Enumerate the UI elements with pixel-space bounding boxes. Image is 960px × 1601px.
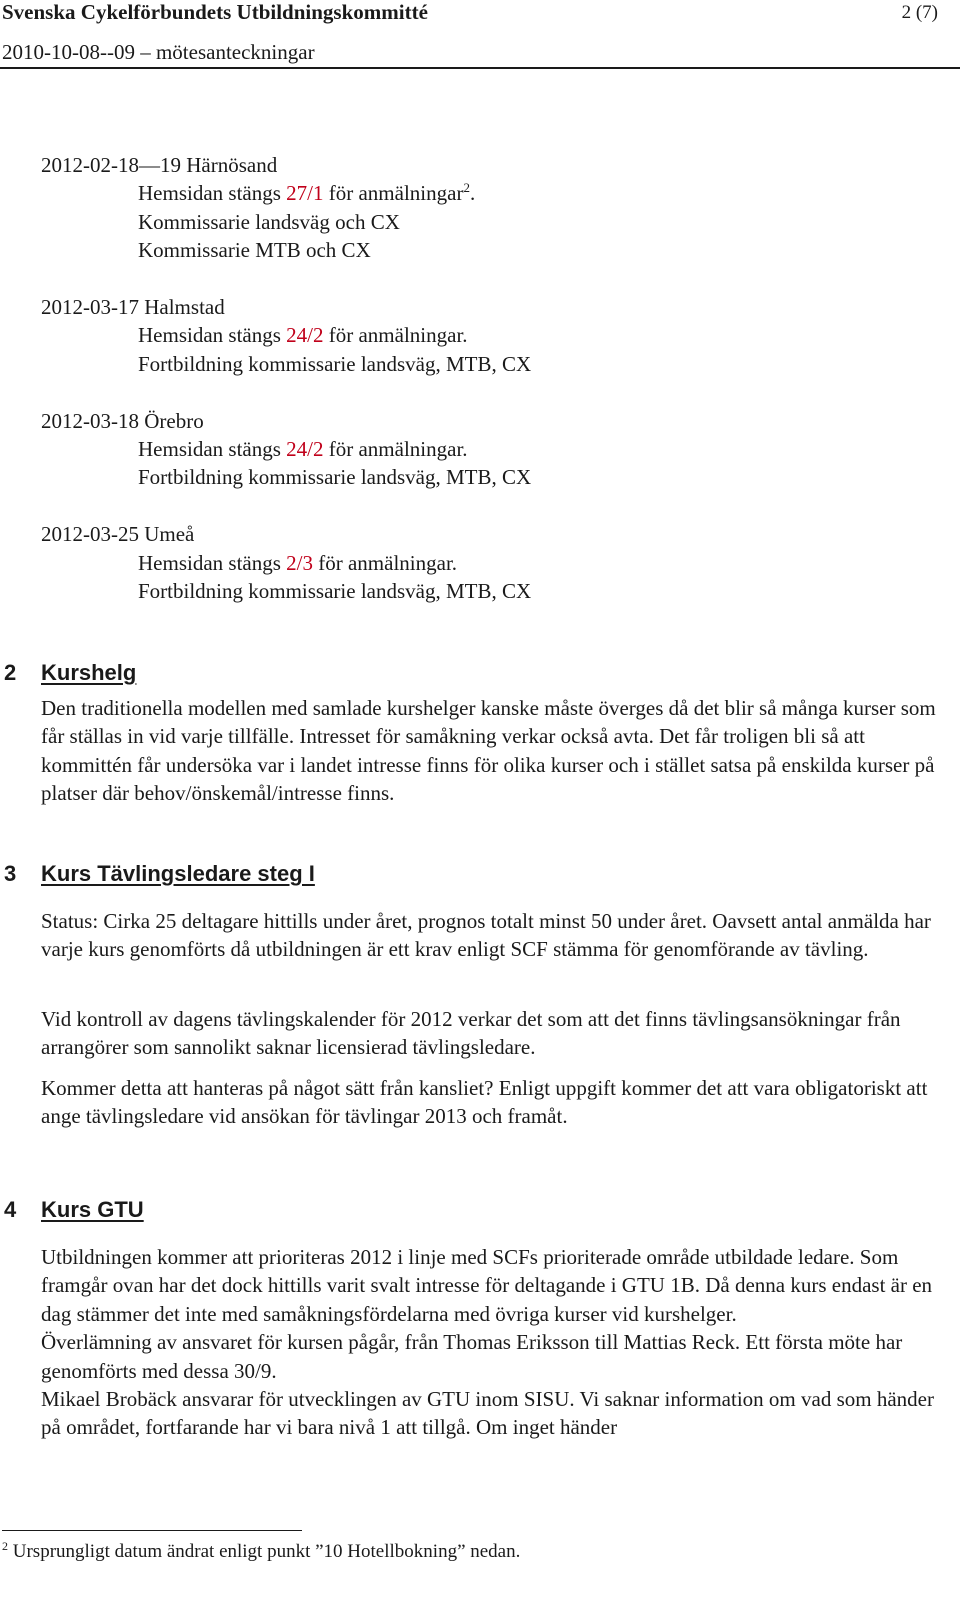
- event-registration-close: Hemsidan stängs 27/1 för anmälningar$^2$.: [138, 180, 476, 206]
- document-subtitle: 2010-10-08--09 – mötesanteckningar: [2, 40, 315, 64]
- event-item: [41, 407, 941, 492]
- footnote-number: 2: [2, 1539, 8, 1553]
- event-date-place: 2012-03-18 Örebro: [41, 408, 204, 433]
- event-course: Fortbildning kommissarie landsväg, MTB, CX: [138, 579, 532, 604]
- section-number: 3: [4, 861, 17, 886]
- section-heading-kurshelg: [4, 660, 136, 686]
- event-course: Fortbildning kommissarie landsväg, MTB, CX: [138, 465, 532, 490]
- footnote-divider: [2, 1530, 302, 1531]
- close-date: 27/1: [286, 181, 324, 206]
- paragraph: Status: Cirka 25 deltagare hittills under året, prognos totalt minst 50 under året. Oavsett antal anmälda har varje kurs genomförts då utbildningen är ett krav enligt SCF stämma för genomförande av tävling.: [41, 909, 931, 962]
- event-course: Kommissarie MTB och CX: [138, 238, 371, 263]
- close-date: 24/2: [286, 437, 324, 462]
- event-course: Kommissarie landsväg och CX: [138, 209, 400, 234]
- event-list: [41, 151, 941, 605]
- section-number: 4: [4, 1197, 17, 1222]
- section-title: Kurs GTU: [41, 1197, 144, 1222]
- section-title: Kurs Tävlingsledare steg I: [41, 861, 315, 886]
- document-title: Svenska Cykelförbundets Utbildningskommitté: [2, 0, 428, 24]
- event-date-place: 2012-02-18—19 Härnösand: [41, 153, 278, 177]
- event-registration-close: Hemsidan stängs 2/3 för anmälningar.: [138, 550, 458, 575]
- paragraph: Vid kontroll av dagens tävlingskalender för 2012 verkar det som att det finns tävlingsansökningar från arrangörer som sannolikt saknar licensierad tävlingsledare.: [41, 1007, 901, 1060]
- paragraph: Kommer detta att hanteras på något sätt från kansliet? Enligt uppgift kommer det att vara obligatoriskt att ange tävlingsledare vid ansökan för tävlingar 2013 och framåt.: [41, 1076, 928, 1129]
- footnote-ref[interactable]: 2: [463, 180, 470, 196]
- paragraph: Utbildningen kommer att prioriteras 2012 i linje med SCFs prioriterade område utbildade ledare. Som framgår ovan har det dock hittills varit svalt intresse för deltagande i GTU 1B. Då denna kurs endast är en dag stämmer det inte med samåkningsfördelarna med övriga kurser vid kurshelger.: [41, 1245, 933, 1326]
- event-date-place: 2012-03-25 Umeå: [41, 522, 195, 547]
- section-body-gtu: [41, 1243, 941, 1442]
- close-date: 24/2: [286, 323, 324, 348]
- footnote: [2, 1541, 520, 1563]
- footnote-text: Ursprungligt datum ändrat enligt punkt ”10 Hotellbokning” nedan.: [12, 1541, 521, 1562]
- section-title: Kurshelg: [41, 660, 137, 685]
- event-item: [41, 520, 941, 605]
- section-number: 2: [4, 660, 17, 685]
- paragraph: Överlämning av ansvaret för kursen pågår, från Thomas Eriksson till Mattias Reck. Ett första möte har genomförts med dessa 30/9.: [41, 1330, 903, 1383]
- event-course: Fortbildning kommissarie landsväg, MTB, CX: [138, 351, 532, 376]
- section-body-kurshelg: [41, 694, 941, 808]
- paragraph: Mikael Brobäck ansvarar för utvecklingen av GTU inom SISU. Vi saknar information om vad som händer på området, fortfarande har vi bara nivå 1 att tillgå. Om inget händer: [41, 1387, 934, 1440]
- page-number: 2 (7): [901, 2, 938, 23]
- event-item: [41, 293, 941, 378]
- section-heading-tavlingsledare: [4, 861, 315, 887]
- close-date: 2/3: [286, 550, 313, 575]
- paragraph: Den traditionella modellen med samlade kurshelger kanske måste överges då det blir så många kurser som får ställas in vid varje tillfälle. Intresset för samåkning verkar också avta. Det får troligen bli så att kommittén får undersöka var i landet intresse finns för olika kurser och i stället satsa på enskilda kurser på platser där behov/önskemål/intresse finns.: [41, 696, 936, 806]
- event-registration-close: Hemsidan stängs 24/2 för anmälningar.: [138, 437, 468, 462]
- section-body-tavlingsledare: [41, 907, 941, 964]
- event-item: [41, 151, 941, 265]
- event-date-place: 2012-03-17 Halmstad: [41, 295, 225, 320]
- page-header: [0, 0, 960, 70]
- event-registration-close: Hemsidan stängs 24/2 för anmälningar.: [138, 323, 468, 348]
- section-body-tavlingsledare: [41, 1005, 941, 1062]
- header-divider: [0, 67, 960, 69]
- section-heading-gtu: [4, 1197, 144, 1223]
- section-body-tavlingsledare: [41, 1074, 941, 1131]
